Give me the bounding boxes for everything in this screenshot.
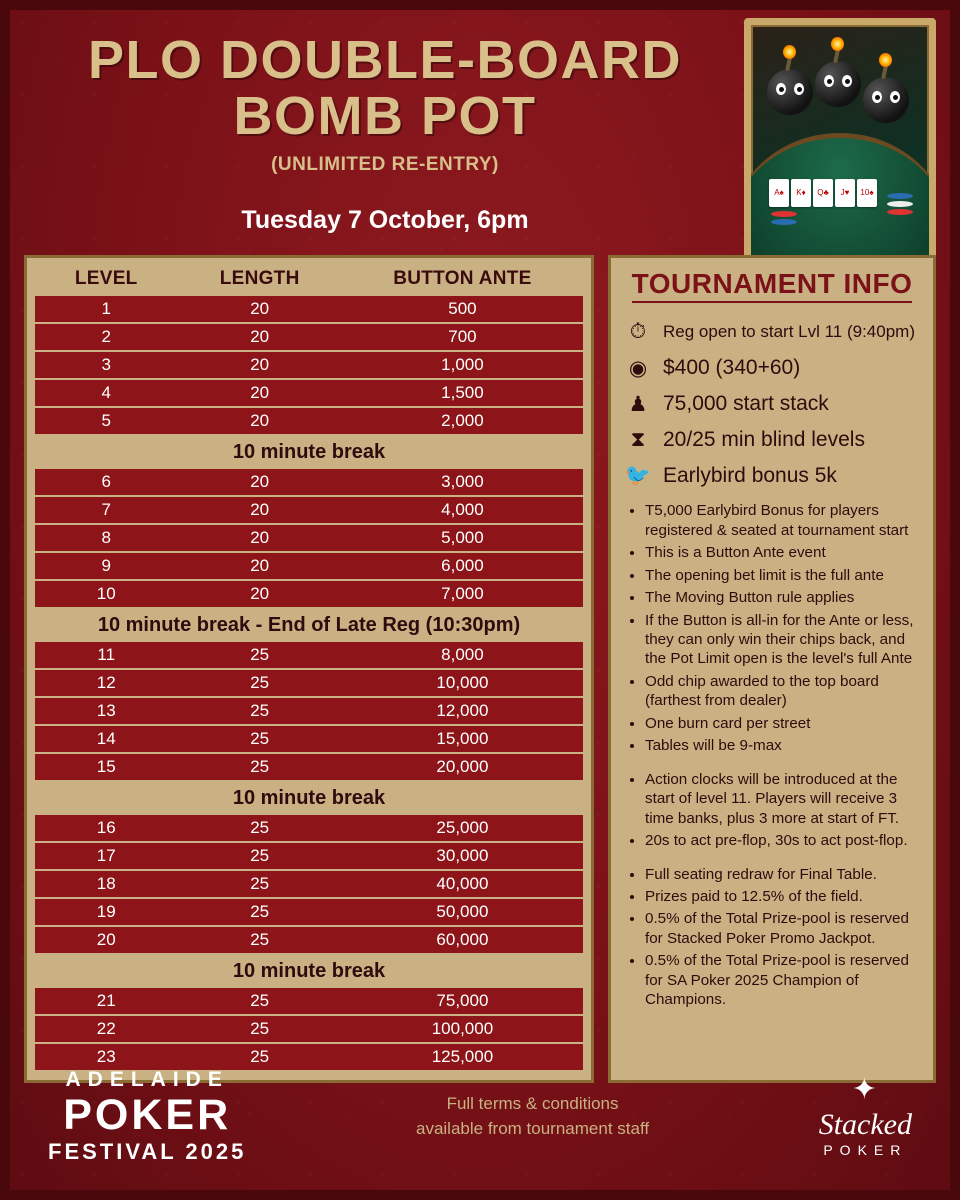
break-label: 10 minute break - End of Late Reg (10:30pm) (35, 608, 583, 642)
table-row (35, 296, 583, 323)
page-title: PLO DOUBLE-BOARD BOMB POT (88, 30, 682, 147)
cell-level: 15 (35, 753, 177, 781)
cell-ante: 6,000 (342, 552, 583, 580)
info-highlight (623, 317, 921, 347)
cell-ante: 10,000 (342, 669, 583, 697)
cell-length: 25 (177, 753, 341, 781)
stacked-subtitle: POKER (823, 1142, 908, 1159)
cell-level: 21 (35, 988, 177, 1015)
bird-icon: 🐦 (624, 464, 652, 488)
cell-length: 25 (177, 815, 341, 842)
cell-ante: 15,000 (342, 725, 583, 753)
cell-level: 7 (35, 496, 177, 524)
cell-length: 25 (177, 1043, 341, 1071)
column-header-button-ante: BUTTON ANTE (393, 268, 532, 290)
cell-ante: 12,000 (342, 697, 583, 725)
cell-level: 23 (35, 1043, 177, 1071)
apf-line-3: FESTIVAL 2025 (48, 1139, 247, 1164)
info-highlight-label: Earlybird bonus 5k (663, 464, 837, 488)
list-item: • 20s to act pre-flop, 30s to act post-flop. (645, 831, 921, 850)
poster-body (10, 243, 950, 1083)
stacked-poker-logo (819, 1073, 912, 1158)
playing-card: A♠ (769, 179, 789, 207)
stopwatch-icon: ⏱ (629, 320, 647, 344)
list-item: • Action clocks will be introduced at the start of level 11. Players will receive 3 time banks, plus 3 more at start of FT. (645, 770, 921, 828)
terms-text (416, 1091, 649, 1142)
cell-level: 17 (35, 842, 177, 870)
table-row (35, 870, 583, 898)
column-header-level: LEVEL (74, 268, 138, 290)
break-row (35, 435, 583, 469)
playing-card: Q♣ (813, 179, 833, 207)
table-row (35, 815, 583, 842)
list-item: • One burn card per street (645, 714, 921, 733)
rules-list-action-clock (629, 770, 921, 851)
apf-line-1: ADELAIDE (65, 1068, 229, 1091)
cell-level: 16 (35, 815, 177, 842)
tournament-highlights (623, 317, 921, 491)
cell-length: 20 (177, 407, 341, 435)
playing-card: 10♠ (857, 179, 877, 207)
list-item: • This is a Button Ante event (645, 543, 921, 562)
table-row (35, 407, 583, 435)
table-row (35, 926, 583, 954)
table-row (35, 496, 583, 524)
list-item: • 0.5% of the Total Prize-pool is reserved for Stacked Poker Promo Jackpot. (645, 909, 921, 948)
cell-ante: 8,000 (342, 642, 583, 669)
info-highlight (623, 389, 921, 419)
rules-list-primary (629, 501, 921, 755)
cell-ante: 20,000 (342, 753, 583, 781)
cell-level: 11 (35, 642, 177, 669)
event-datetime: Tuesday 7 October, 6pm (241, 206, 529, 235)
list-item: • Odd chip awarded to the top board (farthest from dealer) (645, 672, 921, 711)
cell-length: 20 (177, 351, 341, 379)
cell-level: 5 (35, 407, 177, 435)
table-row (35, 642, 583, 669)
table-row (35, 898, 583, 926)
cell-level: 3 (35, 351, 177, 379)
table-header-row (35, 264, 583, 296)
cell-ante: 30,000 (342, 842, 583, 870)
list-item: • 0.5% of the Total Prize-pool is reserved for SA Poker 2025 Champion of Champions. (645, 951, 921, 1009)
info-highlight-label: Reg open to start Lvl 11 (9:40pm) (663, 322, 915, 342)
poster-footer (10, 1042, 950, 1190)
page-subtitle: (UNLIMITED RE-ENTRY) (271, 154, 499, 176)
table-row (35, 842, 583, 870)
info-highlight-label: 20/25 min blind levels (663, 428, 865, 452)
cell-ante: 100,000 (342, 1015, 583, 1043)
cell-ante: 50,000 (342, 898, 583, 926)
cell-ante: 25,000 (342, 815, 583, 842)
table-row (35, 524, 583, 552)
break-row (35, 954, 583, 988)
cell-ante: 3,000 (342, 469, 583, 496)
playing-card: K♦ (791, 179, 811, 207)
cell-ante: 1,000 (342, 351, 583, 379)
cell-level: 22 (35, 1015, 177, 1043)
chip-dollar-icon: ◉ (628, 356, 648, 380)
list-item: • Tables will be 9-max (645, 736, 921, 755)
info-highlight (623, 425, 921, 455)
break-label: 10 minute break (35, 954, 583, 988)
table-row (35, 469, 583, 496)
cell-level: 8 (35, 524, 177, 552)
cell-ante: 700 (342, 323, 583, 351)
cell-length: 20 (177, 496, 341, 524)
info-highlight (623, 461, 921, 491)
cell-level: 18 (35, 870, 177, 898)
info-highlight-label: $400 (340+60) (663, 356, 801, 380)
cell-ante: 40,000 (342, 870, 583, 898)
tournament-info-panel (608, 255, 936, 1083)
list-item: • If the Button is all-in for the Ante or less, they can only win their chips back, and the Pot Limit open is the level's full Ante (645, 611, 921, 669)
table-row (35, 725, 583, 753)
cell-ante: 500 (342, 296, 583, 323)
cell-length: 20 (177, 524, 341, 552)
cell-length: 25 (177, 1015, 341, 1043)
cell-level: 19 (35, 898, 177, 926)
list-item: • Full seating redraw for Final Table. (645, 865, 921, 884)
cell-level: 4 (35, 379, 177, 407)
table-row (35, 753, 583, 781)
table-row (35, 323, 583, 351)
break-label: 10 minute break (35, 435, 583, 469)
cell-ante: 2,000 (342, 407, 583, 435)
cell-length: 25 (177, 870, 341, 898)
table-row (35, 552, 583, 580)
playing-card: J♥ (835, 179, 855, 207)
tournament-info-title: TOURNAMENT INFO (632, 268, 913, 303)
cell-level: 9 (35, 552, 177, 580)
table-row (35, 697, 583, 725)
terms-line-2: available from tournament staff (416, 1119, 650, 1138)
rules-list-prizes (629, 865, 921, 1010)
cell-level: 14 (35, 725, 177, 753)
break-row (35, 608, 583, 642)
cell-length: 25 (177, 898, 341, 926)
cell-length: 20 (177, 469, 341, 496)
cell-ante: 4,000 (342, 496, 583, 524)
cell-ante: 125,000 (342, 1043, 583, 1071)
cell-level: 10 (35, 580, 177, 608)
cell-length: 20 (177, 580, 341, 608)
cell-length: 25 (177, 697, 341, 725)
info-highlight (623, 353, 921, 383)
table-row (35, 669, 583, 697)
cell-length: 25 (177, 842, 341, 870)
terms-line-1: Full terms & conditions (446, 1093, 619, 1113)
cell-ante: 75,000 (342, 988, 583, 1015)
cell-ante: 5,000 (342, 524, 583, 552)
stacked-wordmark: Stacked (818, 1108, 912, 1142)
cell-length: 20 (177, 552, 341, 580)
cell-level: 1 (35, 296, 177, 323)
list-item: • Prizes paid to 12.5% of the field. (645, 887, 921, 906)
apf-line-2: POKER (63, 1091, 232, 1139)
hourglass-icon: ⧗ (630, 428, 646, 452)
table-row (35, 1015, 583, 1043)
cell-length: 25 (177, 926, 341, 954)
table-row (35, 988, 583, 1015)
table-row (35, 580, 583, 608)
list-item: • The opening bet limit is the full ante (645, 566, 921, 585)
chip-stack-icon: ♟ (628, 392, 648, 416)
cell-ante: 60,000 (342, 926, 583, 954)
list-item: • T5,000 Earlybird Bonus for players registered & seated at tournament start (645, 501, 921, 540)
cell-ante: 7,000 (342, 580, 583, 608)
list-item: • The Moving Button rule applies (645, 588, 921, 607)
suits-mark-icon: ✦ (851, 1073, 879, 1107)
cell-level: 20 (35, 926, 177, 954)
table-row (35, 379, 583, 407)
cell-level: 13 (35, 697, 177, 725)
cell-level: 12 (35, 669, 177, 697)
cell-ante: 1,500 (342, 379, 583, 407)
break-row (35, 781, 583, 815)
cell-length: 20 (177, 296, 341, 323)
poster-header (10, 10, 950, 243)
blind-structure-table (35, 264, 583, 1072)
cell-length: 25 (177, 642, 341, 669)
cell-length: 25 (177, 988, 341, 1015)
cell-length: 25 (177, 725, 341, 753)
cell-level: 6 (35, 469, 177, 496)
cell-length: 20 (177, 323, 341, 351)
cell-length: 20 (177, 379, 341, 407)
column-header-length: LENGTH (219, 268, 300, 290)
info-highlight-label: 75,000 start stack (663, 392, 829, 416)
cell-level: 2 (35, 323, 177, 351)
cell-length: 25 (177, 669, 341, 697)
table-row (35, 351, 583, 379)
adelaide-poker-festival-logo (48, 1069, 246, 1163)
blind-structure-panel (24, 255, 594, 1083)
break-label: 10 minute break (35, 781, 583, 815)
